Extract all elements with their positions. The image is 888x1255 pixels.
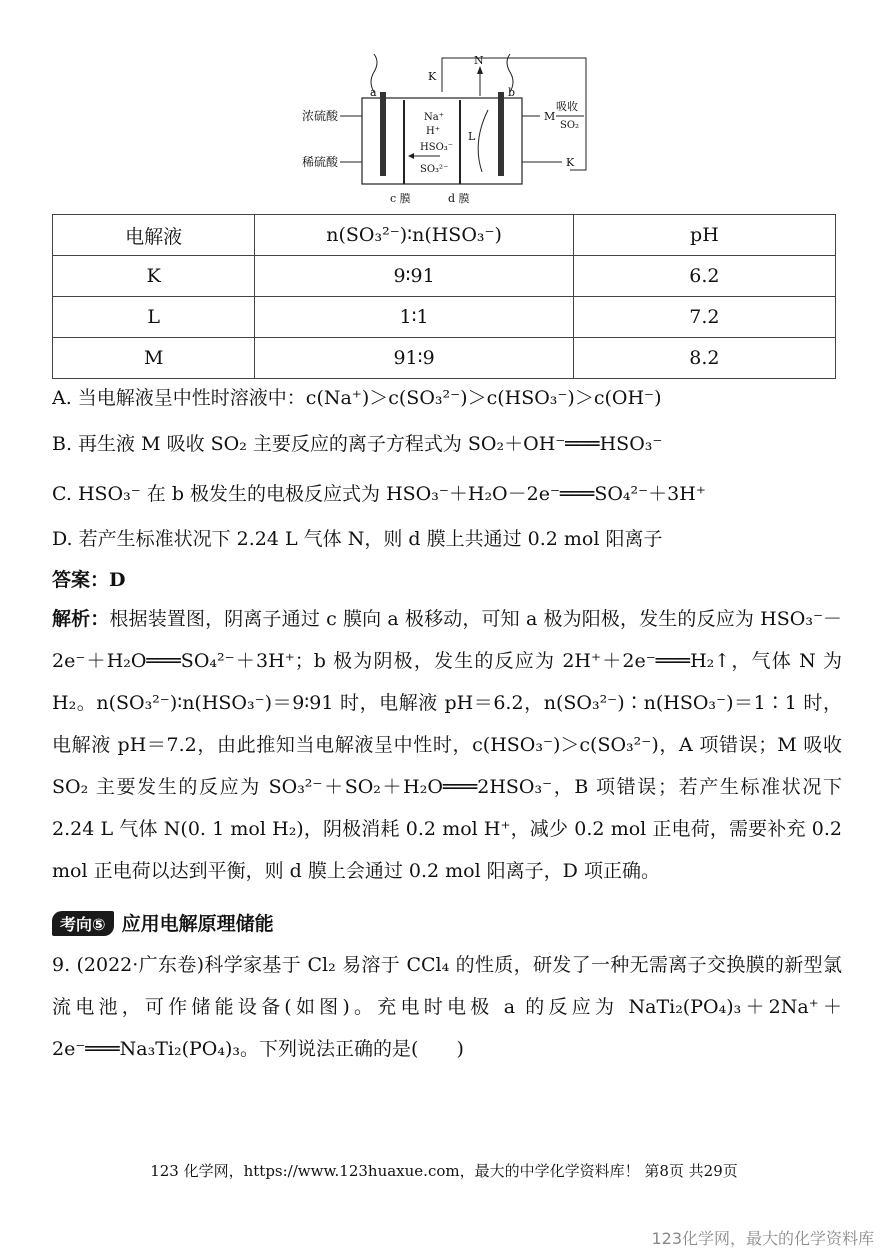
- section-heading: [52, 909, 274, 936]
- answer-line: [52, 568, 126, 592]
- table-cell: 7.2: [573, 297, 835, 338]
- table-row: [53, 338, 836, 379]
- n-arrowhead: [477, 66, 483, 74]
- label-n-top: N: [474, 54, 484, 67]
- label-absorb: 吸收: [556, 100, 578, 113]
- header-cell: pH: [573, 215, 835, 256]
- flow-arrow: [478, 110, 488, 172]
- electrolysis-diagram: [300, 52, 600, 212]
- anion-arrowhead: [408, 153, 414, 159]
- table-row: [53, 256, 836, 297]
- membrane-c-label: c 膜: [390, 192, 411, 205]
- label-a: a: [370, 86, 377, 99]
- label-dilute: 稀硫酸: [302, 155, 339, 169]
- table-row: [53, 297, 836, 338]
- table-cell: 8.2: [573, 338, 835, 379]
- ion-hso3: HSO₃⁻: [420, 142, 454, 153]
- analysis-paragraph: [52, 598, 842, 892]
- table-cell: 91∶9: [255, 338, 573, 379]
- label-k-right: K: [566, 156, 575, 169]
- answer-value: D: [109, 569, 126, 591]
- question-9: 9. (2022·广东卷)科学家基于 Cl₂ 易溶于 CCl₄ 的性质，研发了一种无需离子交换膜的新型氯流电池，可作储能设备(如图)。充电时电极 a 的反应为 NaTi₂(PO₄)₃＋2Na⁺＋2e⁻═══Na₃Ti₂(PO₄)₃。下列说法正确的是( ): [52, 954, 842, 1060]
- section-badge: 考向⑤: [52, 911, 114, 936]
- table-cell: L: [53, 297, 255, 338]
- table-cell: 6.2: [573, 256, 835, 297]
- label-conc: 浓硫酸: [302, 109, 339, 123]
- recycle-pipe: [442, 58, 586, 170]
- table-cell: 1∶1: [255, 297, 573, 338]
- section-title: 应用电解原理储能: [121, 913, 274, 935]
- label-l: L: [468, 130, 476, 143]
- option-a: A. 当电解液呈中性时溶液中：c(Na⁺)＞c(SO₃²⁻)＞c(HSO₃⁻)＞c(OH⁻): [52, 387, 662, 409]
- table-cell: M: [53, 338, 255, 379]
- header-cell: n(SO₃²⁻)∶n(HSO₃⁻): [255, 215, 573, 256]
- watermark: 123化学网，最大的化学资料库: [651, 1229, 874, 1248]
- ion-h: H⁺: [426, 126, 440, 137]
- electrode-a: [380, 92, 386, 176]
- label-so2: SO₂: [560, 120, 580, 131]
- electrolyte-table: [52, 214, 836, 379]
- analysis-label: 解析：: [52, 608, 110, 630]
- ion-so3: SO₃²⁻: [420, 164, 449, 175]
- table-cell: 9∶91: [255, 256, 573, 297]
- table-header-row: [53, 215, 836, 256]
- label-b: b: [508, 86, 516, 99]
- ion-na: Na⁺: [424, 112, 444, 123]
- membrane-d-label: d 膜: [448, 192, 470, 205]
- label-m: M: [544, 110, 556, 123]
- option-d: D. 若产生标准状况下 2.24 L 气体 N，则 d 膜上共通过 0.2 mol 阳离子: [52, 528, 663, 550]
- page-footer: 123 化学网，https://www.123huaxue.com，最大的中学化学资料库！ 第8页 共29页: [150, 1162, 738, 1180]
- answer-label: 答案：: [52, 569, 110, 591]
- table-cell: K: [53, 256, 255, 297]
- header-cell: 电解液: [53, 215, 255, 256]
- option-b: B. 再生液 M 吸收 SO₂ 主要反应的离子方程式为 SO₂＋OH⁻═══HSO₃⁻: [52, 433, 663, 455]
- label-k-top: K: [428, 70, 437, 83]
- electrode-b: [498, 92, 504, 176]
- analysis-text: 根据装置图，阴离子通过 c 膜向 a 极移动，可知 a 极为阳极，发生的反应为 HSO₃⁻－2e⁻＋H₂O═══SO₄²⁻＋3H⁺；b 极为阴极，发生的反应为 2H⁺＋2e⁻═══H₂↑，气体 N 为 H₂。n(SO₃²⁻)∶n(HSO₃⁻)＝9∶91 时，电解液 pH＝6.2，n(SO₃²⁻)∶n(HSO₃⁻)＝1∶1 时，电解液 pH＝7.2，由此推知当电解液呈中性时，c(HSO₃⁻)＞c(SO₃²⁻)，A 项错误；M 吸收 SO₂ 主要发生的反应为 SO₃²⁻＋SO₂＋H₂O═══2HSO₃⁻，B 项错误；若产生标准状况下 2.24 L 气体 N(0. 1 mol H₂)，阴极消耗 0.2 mol H⁺，减少 0.2 mol 正电荷，需要补充 0.2 mol 正电荷以达到平衡，则 d 膜上会通过 0.2 mol 阳离子，D 项正确。: [52, 608, 842, 882]
- electrolysis-cell-svg: [300, 52, 600, 212]
- option-c: C. HSO₃⁻ 在 b 极发生的电极反应式为 HSO₃⁻＋H₂O－2e⁻═══SO₄²⁻＋3H⁺: [52, 483, 706, 505]
